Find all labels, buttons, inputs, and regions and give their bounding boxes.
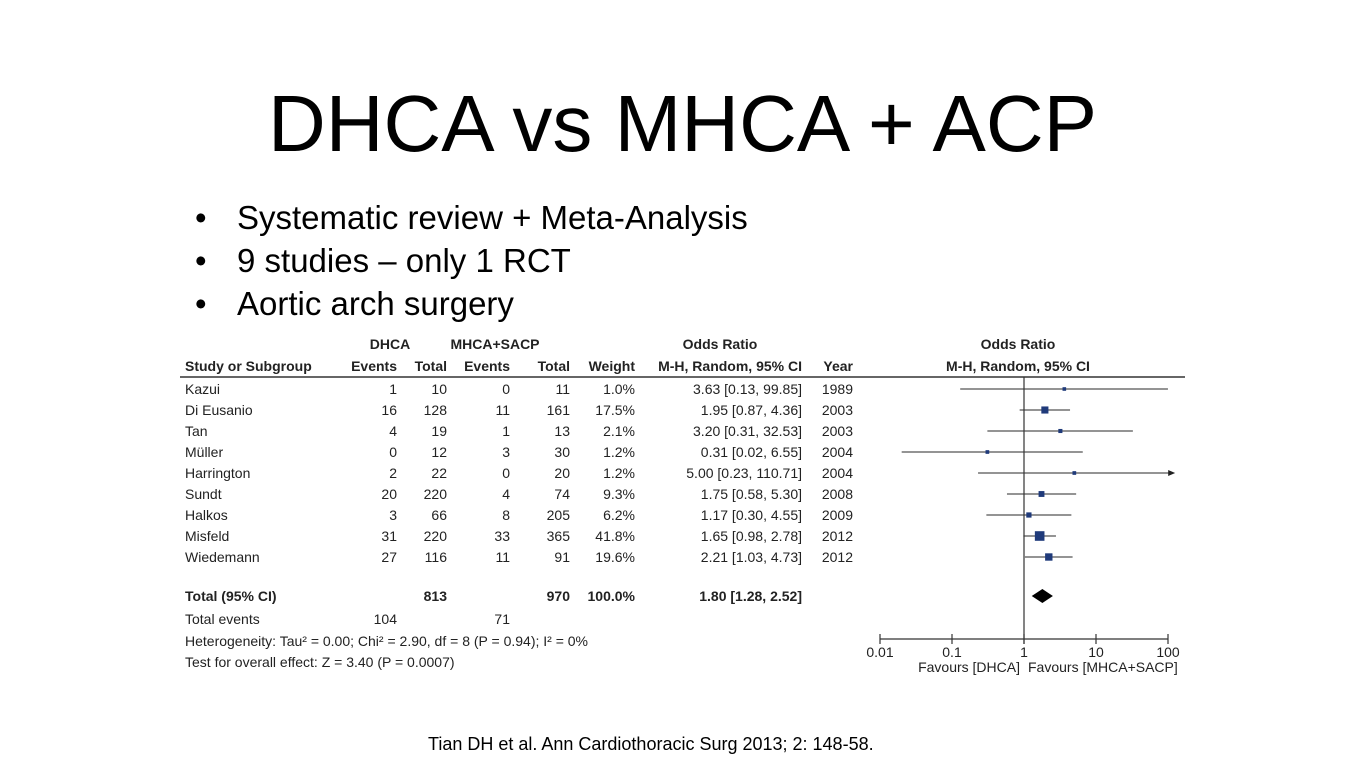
header-weight: Weight: [588, 358, 635, 374]
total-mhca: 205: [546, 507, 570, 523]
study-marker: [1041, 406, 1048, 413]
x-tick-label: 1: [1020, 644, 1028, 660]
bullet-list: [195, 196, 748, 325]
header-total-mhca: Total: [537, 358, 570, 374]
year: 2004: [821, 444, 853, 460]
year: 2008: [821, 486, 853, 502]
events-dhca: 3: [389, 507, 397, 523]
total-dhca: 22: [431, 465, 447, 481]
odds-ratio-ci: 0.31 [0.02, 6.55]: [700, 444, 802, 460]
total-dhca: 10: [431, 381, 447, 397]
study-marker: [1072, 471, 1076, 475]
overall-effect-text: Test for overall effect: Z = 3.40 (P = 0.0007): [185, 654, 455, 670]
weight: 1.2%: [603, 444, 635, 460]
events-mhca: 0: [502, 465, 510, 481]
bullet-item: [195, 196, 748, 239]
events-dhca: 31: [381, 528, 397, 544]
study-marker: [1058, 429, 1062, 433]
weight: 6.2%: [603, 507, 635, 523]
total-mhca: 30: [554, 444, 570, 460]
odds-ratio-ci: 3.63 [0.13, 99.85]: [693, 381, 802, 397]
bullet-dot: •: [195, 199, 207, 236]
study-name: Müller: [185, 444, 224, 460]
total-n-mhca: 970: [546, 588, 570, 604]
events-mhca: 33: [494, 528, 510, 544]
pooled-diamond: [1032, 589, 1053, 603]
odds-ratio-ci: 1.65 [0.98, 2.78]: [700, 528, 802, 544]
total-events-label: Total events: [185, 611, 260, 627]
events-mhca: 0: [502, 381, 510, 397]
study-marker: [1039, 491, 1045, 497]
x-tick-label: 100: [1156, 644, 1180, 660]
events-dhca: 4: [389, 423, 397, 439]
forest-plot-figure: [180, 334, 1195, 684]
header-plot-odds-ratio: Odds Ratio: [980, 336, 1056, 352]
heterogeneity-text: Heterogeneity: Tau² = 0.00; Chi² = 2.90, df = 8 (P = 0.94); I² = 0%: [185, 633, 588, 649]
x-tick-label: 0.01: [866, 644, 894, 660]
total-n-dhca: 813: [423, 588, 447, 604]
year: 2003: [821, 402, 853, 418]
total-dhca: 220: [423, 486, 447, 502]
year: 2012: [821, 549, 853, 565]
events-dhca: 0: [389, 444, 397, 460]
total-dhca: 66: [431, 507, 447, 523]
year: 2009: [821, 507, 853, 523]
total-mhca: 74: [554, 486, 570, 502]
total-dhca: 220: [423, 528, 447, 544]
x-tick-label: 10: [1088, 644, 1104, 660]
total-weight: 100.0%: [587, 588, 635, 604]
study-name: Wiedemann: [185, 549, 260, 565]
bullet-text: Systematic review + Meta-Analysis: [237, 199, 748, 236]
study-name: Sundt: [185, 486, 222, 502]
favours-left-label: Favours [DHCA]: [918, 659, 1020, 675]
weight: 41.8%: [595, 528, 635, 544]
study-name: Tan: [185, 423, 208, 439]
study-name: Di Eusanio: [185, 402, 253, 418]
header-plot-ci: M-H, Random, 95% CI: [946, 358, 1090, 374]
total-mhca: 161: [546, 402, 570, 418]
slide-title: DHCA vs MHCA + ACP: [267, 79, 1098, 168]
odds-ratio-ci: 3.20 [0.31, 32.53]: [693, 423, 802, 439]
total-mhca: 365: [546, 528, 570, 544]
total-dhca: 12: [431, 444, 447, 460]
year: 2004: [821, 465, 853, 481]
events-mhca: 1: [502, 423, 510, 439]
total-events-mhca: 71: [494, 611, 510, 627]
study-name: Harrington: [185, 465, 251, 481]
odds-ratio-ci: 2.21 [1.03, 4.73]: [700, 549, 802, 565]
total-mhca: 91: [554, 549, 570, 565]
weight: 2.1%: [603, 423, 635, 439]
x-tick-label: 0.1: [942, 644, 962, 660]
study-marker: [1045, 553, 1052, 560]
study-marker: [1035, 531, 1045, 541]
bullet-text: 9 studies – only 1 RCT: [237, 242, 571, 279]
total-events-dhca: 104: [373, 611, 397, 627]
header-events-dhca: Events: [351, 358, 397, 374]
study-name: Misfeld: [185, 528, 230, 544]
events-mhca: 8: [502, 507, 510, 523]
weight: 19.6%: [595, 549, 635, 565]
header-study: Study or Subgroup: [185, 358, 312, 374]
total-mhca: 13: [554, 423, 570, 439]
year: 1989: [821, 381, 853, 397]
header-odds-ratio: Odds Ratio: [682, 336, 758, 352]
events-dhca: 1: [389, 381, 397, 397]
header-total-dhca: Total: [414, 358, 447, 374]
total-dhca: 128: [423, 402, 447, 418]
weight: 9.3%: [603, 486, 635, 502]
events-mhca: 4: [502, 486, 510, 502]
bullet-item: [195, 282, 748, 325]
ci-arrow: [1168, 470, 1175, 476]
total-mhca: 11: [555, 381, 570, 397]
odds-ratio-ci: 1.95 [0.87, 4.36]: [700, 402, 802, 418]
favours-right-label: Favours [MHCA+SACP]: [1028, 659, 1178, 675]
odds-ratio-ci: 5.00 [0.23, 110.71]: [686, 465, 802, 481]
weight: 1.0%: [603, 381, 635, 397]
study-marker: [1063, 387, 1067, 391]
bullet-dot: •: [195, 285, 207, 322]
header-year: Year: [823, 358, 853, 374]
bullet-item: [195, 239, 748, 282]
study-marker: [1026, 512, 1031, 517]
events-mhca: 11: [495, 549, 510, 565]
header-events-mhca: Events: [464, 358, 510, 374]
odds-ratio-ci: 1.17 [0.30, 4.55]: [700, 507, 802, 523]
events-mhca: 3: [502, 444, 510, 460]
total-ci: 1.80 [1.28, 2.52]: [699, 588, 802, 604]
header-group-dhca: DHCA: [369, 336, 411, 352]
weight: 17.5%: [595, 402, 635, 418]
events-dhca: 27: [381, 549, 397, 565]
study-marker: [986, 450, 990, 454]
events-dhca: 2: [389, 465, 397, 481]
study-name: Halkos: [185, 507, 228, 523]
bullet-text: Aortic arch surgery: [237, 285, 514, 322]
year: 2003: [821, 423, 853, 439]
year: 2012: [821, 528, 853, 544]
weight: 1.2%: [603, 465, 635, 481]
events-dhca: 20: [381, 486, 397, 502]
header-ci: M-H, Random, 95% CI: [658, 358, 802, 374]
bullet-dot: •: [195, 242, 207, 279]
header-group-mhca: MHCA+SACP: [450, 336, 540, 352]
forest-plot: [180, 334, 1195, 679]
events-mhca: 11: [495, 402, 510, 418]
odds-ratio-ci: 1.75 [0.58, 5.30]: [700, 486, 802, 502]
total-dhca: 116: [424, 549, 447, 565]
total-label: Total (95% CI): [185, 588, 277, 604]
study-name: Kazui: [185, 381, 221, 397]
total-dhca: 19: [431, 423, 447, 439]
citation: Tian DH et al. Ann Cardiothoracic Surg 2013; 2: 148-58.: [428, 734, 874, 754]
total-mhca: 20: [554, 465, 570, 481]
events-dhca: 16: [381, 402, 397, 418]
